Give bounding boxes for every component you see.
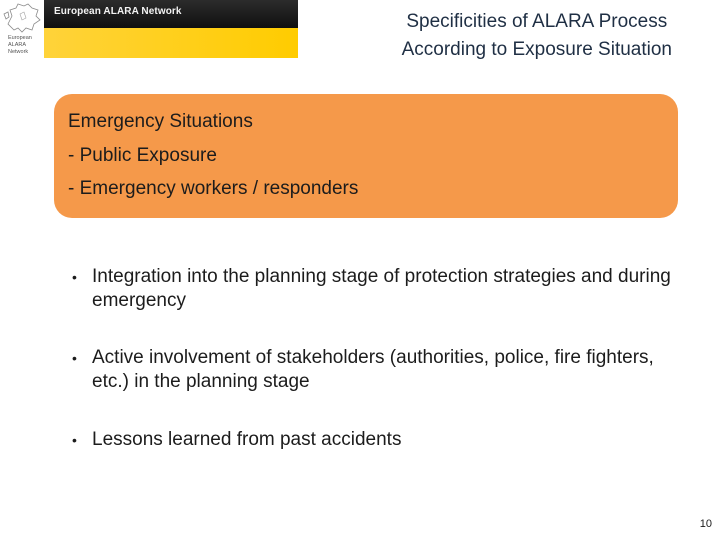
- bullet-text: Active involvement of stakeholders (authorities, police, fire fighters, etc.) in the planning stage: [92, 347, 654, 392]
- emphasis-box: [54, 94, 678, 218]
- bullet-item: [72, 428, 672, 452]
- page-title: [402, 8, 672, 64]
- logo-caption-line: European: [8, 35, 32, 41]
- bullet-marker: •: [72, 269, 77, 285]
- europe-map-icon: [2, 2, 42, 36]
- logo-caption-line: ALARA: [8, 42, 27, 48]
- emphasis-item: - Public Exposure: [68, 145, 217, 166]
- bullet-item: [72, 346, 672, 394]
- logo-caption: [8, 35, 40, 56]
- logo-accent-bar: [44, 28, 298, 58]
- bullet-text: Integration into the planning stage of protection strategies and during emergency: [92, 266, 671, 311]
- page-number: 10: [699, 518, 712, 530]
- page-title-line: Specificities of ALARA Process: [406, 11, 668, 32]
- logo-banner-title: European ALARA Network: [54, 6, 182, 17]
- bullet-item: [72, 265, 672, 313]
- logo-banner: [44, 0, 298, 28]
- page-title-line: According to Exposure Situation: [401, 39, 672, 60]
- logo-caption-line: Network: [8, 49, 29, 55]
- emphasis-item: - Emergency workers / responders: [68, 178, 359, 199]
- bullet-marker: •: [72, 350, 77, 366]
- bullet-marker: •: [72, 432, 77, 448]
- emphasis-heading: Emergency Situations: [68, 111, 253, 132]
- bullet-text: Lessons learned from past accidents: [92, 429, 402, 450]
